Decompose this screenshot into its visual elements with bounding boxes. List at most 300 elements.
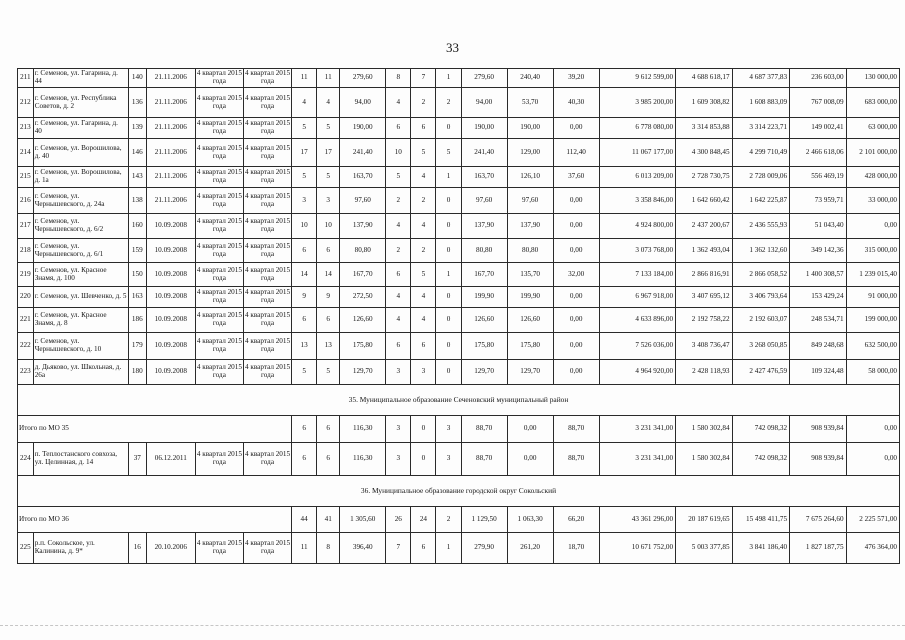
value-cell: 1 400 308,57 — [790, 263, 846, 287]
value-cell: 908 939,84 — [790, 443, 846, 476]
value-cell: 32,00 — [553, 263, 599, 287]
value-cell: 4 964 920,00 — [599, 360, 675, 385]
row-number: 214 — [18, 139, 34, 167]
section-title: 36. Муниципальное образование городской округ Сокольский — [18, 476, 900, 507]
table-row — [18, 188, 900, 214]
value-cell: 167,70 — [461, 263, 507, 287]
value-cell: 88,70 — [461, 416, 507, 443]
value-cell: 3 358 846,00 — [599, 188, 675, 214]
value-cell: 199,90 — [461, 287, 507, 308]
address-cell: г. Семенов, ул. Ворошилова, д. 40 — [33, 139, 128, 167]
value-cell: 63 000,00 — [846, 118, 899, 139]
date-cell: 06.12.2011 — [146, 443, 195, 476]
quarter-cell: 4 квартал 2015 года — [243, 139, 291, 167]
date-cell: 20.10.2006 — [146, 533, 195, 564]
date-cell: 21.11.2006 — [146, 118, 195, 139]
value-cell: 0 — [436, 287, 461, 308]
table-row — [18, 308, 900, 333]
value-cell: 5 — [411, 139, 436, 167]
section-header-row — [18, 385, 900, 416]
scan-edge — [0, 625, 905, 634]
table-row — [18, 443, 900, 476]
value-cell: 11 067 177,00 — [599, 139, 675, 167]
value-cell: 0,00 — [846, 416, 899, 443]
value-cell: 163,70 — [340, 167, 386, 188]
quarter-cell: 4 квартал 2015 года — [195, 333, 243, 360]
value-cell: 742 098,32 — [732, 443, 790, 476]
quarter-cell: 4 квартал 2015 года — [195, 88, 243, 118]
value-cell: 315 000,00 — [846, 239, 899, 263]
date-cell: 10.09.2008 — [146, 333, 195, 360]
value-cell: 5 — [317, 167, 340, 188]
housing-table — [17, 68, 900, 564]
address-cell: д. Дьяково, ул. Школьная, д. 26а — [33, 360, 128, 385]
value-cell: 91 000,00 — [846, 287, 899, 308]
address-cell: р.п. Сокольское, ул. Калинина, д. 9* — [33, 533, 128, 564]
value-cell: 88,70 — [461, 443, 507, 476]
value-cell: 3 314 223,71 — [732, 118, 790, 139]
code-cell: 143 — [128, 167, 146, 188]
row-number: 220 — [18, 287, 34, 308]
value-cell: 2 192 603,07 — [732, 308, 790, 333]
value-cell: 279,60 — [340, 69, 386, 88]
date-cell: 21.11.2006 — [146, 167, 195, 188]
quarter-cell: 4 квартал 2015 года — [243, 308, 291, 333]
value-cell: 5 — [436, 139, 461, 167]
value-cell: 2 428 118,93 — [676, 360, 732, 385]
value-cell: 80,80 — [461, 239, 507, 263]
value-cell: 58 000,00 — [846, 360, 899, 385]
value-cell: 41 — [317, 507, 340, 533]
value-cell: 97,60 — [461, 188, 507, 214]
value-cell: 2 728 009,06 — [732, 167, 790, 188]
value-cell: 0,00 — [507, 443, 553, 476]
value-cell: 20 187 619,65 — [676, 507, 732, 533]
address-cell: г. Семенов, ул. Чернышевского, д. 6/2 — [33, 214, 128, 239]
value-cell: 190,00 — [507, 118, 553, 139]
value-cell: 683 000,00 — [846, 88, 899, 118]
value-cell: 0,00 — [553, 308, 599, 333]
value-cell: 88,70 — [553, 443, 599, 476]
value-cell: 476 364,00 — [846, 533, 899, 564]
value-cell: 4 924 800,00 — [599, 214, 675, 239]
code-cell: 150 — [128, 263, 146, 287]
quarter-cell: 4 квартал 2015 года — [243, 333, 291, 360]
value-cell: 1 608 883,09 — [732, 88, 790, 118]
code-cell: 138 — [128, 188, 146, 214]
value-cell: 4 — [411, 214, 436, 239]
value-cell: 1 642 660,42 — [676, 188, 732, 214]
value-cell: 428 000,00 — [846, 167, 899, 188]
value-cell: 4 300 848,45 — [676, 139, 732, 167]
value-cell: 6 — [292, 239, 317, 263]
value-cell: 4 — [386, 308, 411, 333]
address-cell: г. Семенов, ул. Ворошилова, д. 1а — [33, 167, 128, 188]
value-cell: 0,00 — [553, 333, 599, 360]
value-cell: 6 — [317, 308, 340, 333]
value-cell: 742 098,32 — [732, 416, 790, 443]
value-cell: 5 — [292, 360, 317, 385]
quarter-cell: 4 квартал 2015 года — [195, 188, 243, 214]
value-cell: 279,90 — [461, 533, 507, 564]
row-number: 213 — [18, 118, 34, 139]
value-cell: 1 — [436, 533, 461, 564]
value-cell: 88,70 — [553, 416, 599, 443]
code-cell: 179 — [128, 333, 146, 360]
value-cell: 3 231 341,00 — [599, 443, 675, 476]
value-cell: 1 — [436, 69, 461, 88]
date-cell: 10.09.2008 — [146, 308, 195, 333]
row-number: 221 — [18, 308, 34, 333]
value-cell: 3 073 768,00 — [599, 239, 675, 263]
value-cell: 7 — [411, 69, 436, 88]
value-cell: 167,70 — [340, 263, 386, 287]
table-row — [18, 239, 900, 263]
value-cell: 3 231 341,00 — [599, 416, 675, 443]
value-cell: 5 — [386, 167, 411, 188]
value-cell: 94,00 — [461, 88, 507, 118]
value-cell: 849 248,68 — [790, 333, 846, 360]
value-cell: 33 000,00 — [846, 188, 899, 214]
value-cell: 1 642 225,87 — [732, 188, 790, 214]
date-cell: 10.09.2008 — [146, 263, 195, 287]
value-cell: 190,00 — [340, 118, 386, 139]
value-cell: 149 002,41 — [790, 118, 846, 139]
value-cell: 73 959,71 — [790, 188, 846, 214]
row-number: 216 — [18, 188, 34, 214]
quarter-cell: 4 квартал 2015 года — [243, 188, 291, 214]
row-number: 219 — [18, 263, 34, 287]
total-label: Итого по МО 35 — [18, 416, 292, 443]
value-cell: 3 — [436, 443, 461, 476]
date-cell: 10.09.2008 — [146, 239, 195, 263]
value-cell: 126,10 — [507, 167, 553, 188]
value-cell: 0 — [436, 239, 461, 263]
value-cell: 11 — [292, 533, 317, 564]
value-cell: 1 580 302,84 — [676, 443, 732, 476]
value-cell: 44 — [292, 507, 317, 533]
value-cell: 0 — [411, 443, 436, 476]
value-cell: 5 — [317, 118, 340, 139]
value-cell: 0,00 — [846, 214, 899, 239]
value-cell: 9 — [317, 287, 340, 308]
value-cell: 13 — [292, 333, 317, 360]
value-cell: 2 — [386, 239, 411, 263]
value-cell: 126,60 — [461, 308, 507, 333]
value-cell: 1 305,60 — [340, 507, 386, 533]
value-cell: 190,00 — [461, 118, 507, 139]
value-cell: 7 675 264,60 — [790, 507, 846, 533]
value-cell: 2 427 476,59 — [732, 360, 790, 385]
code-cell: 139 — [128, 118, 146, 139]
value-cell: 3 408 736,47 — [676, 333, 732, 360]
quarter-cell: 4 квартал 2015 года — [195, 360, 243, 385]
value-cell: 4 688 618,17 — [676, 69, 732, 88]
value-cell: 2 — [411, 88, 436, 118]
value-cell: 272,50 — [340, 287, 386, 308]
value-cell: 0,00 — [553, 287, 599, 308]
address-cell: п. Теплостанского совхоза, ул. Целинная, д. 14 — [33, 443, 128, 476]
quarter-cell: 4 квартал 2015 года — [195, 443, 243, 476]
value-cell: 40,30 — [553, 88, 599, 118]
value-cell: 10 — [317, 214, 340, 239]
value-cell: 51 043,40 — [790, 214, 846, 239]
value-cell: 2 437 200,67 — [676, 214, 732, 239]
quarter-cell: 4 квартал 2015 года — [195, 69, 243, 88]
value-cell: 3 — [411, 360, 436, 385]
address-cell: г. Семенов, ул. Гагарина, д. 40 — [33, 118, 128, 139]
total-row — [18, 416, 900, 443]
value-cell: 261,20 — [507, 533, 553, 564]
section-title: 35. Муниципальное образование Сеченовский муниципальный район — [18, 385, 900, 416]
code-cell: 160 — [128, 214, 146, 239]
value-cell: 37,60 — [553, 167, 599, 188]
value-cell: 3 — [386, 416, 411, 443]
value-cell: 632 500,00 — [846, 333, 899, 360]
value-cell: 1 063,30 — [507, 507, 553, 533]
total-label: Итого по МО 36 — [18, 507, 292, 533]
value-cell: 3 406 793,64 — [732, 287, 790, 308]
value-cell: 8 — [317, 533, 340, 564]
value-cell: 4 — [411, 308, 436, 333]
code-cell: 16 — [128, 533, 146, 564]
quarter-cell: 4 квартал 2015 года — [243, 360, 291, 385]
address-cell: г. Семенов, ул. Чернышевского, д. 6/1 — [33, 239, 128, 263]
value-cell: 0 — [436, 214, 461, 239]
code-cell: 163 — [128, 287, 146, 308]
row-number: 218 — [18, 239, 34, 263]
code-cell: 37 — [128, 443, 146, 476]
value-cell: 0,00 — [846, 443, 899, 476]
value-cell: 2 866 058,52 — [732, 263, 790, 287]
value-cell: 5 — [292, 118, 317, 139]
value-cell: 94,00 — [340, 88, 386, 118]
value-cell: 0,00 — [553, 360, 599, 385]
value-cell: 0 — [436, 118, 461, 139]
date-cell: 21.11.2006 — [146, 69, 195, 88]
value-cell: 0,00 — [553, 118, 599, 139]
address-cell: г. Семенов, ул. Гагарина, д. 44 — [33, 69, 128, 88]
value-cell: 15 498 411,75 — [732, 507, 790, 533]
value-cell: 6 — [317, 239, 340, 263]
value-cell: 3 — [436, 416, 461, 443]
quarter-cell: 4 квартал 2015 года — [243, 167, 291, 188]
quarter-cell: 4 квартал 2015 года — [243, 239, 291, 263]
value-cell: 1 — [436, 167, 461, 188]
date-cell: 10.09.2008 — [146, 287, 195, 308]
quarter-cell: 4 квартал 2015 года — [195, 214, 243, 239]
value-cell: 0,00 — [553, 188, 599, 214]
value-cell: 6 778 080,00 — [599, 118, 675, 139]
value-cell: 4 633 896,00 — [599, 308, 675, 333]
value-cell: 3 — [386, 360, 411, 385]
value-cell: 97,60 — [340, 188, 386, 214]
value-cell: 1 239 015,40 — [846, 263, 899, 287]
value-cell: 199 000,00 — [846, 308, 899, 333]
value-cell: 129,70 — [461, 360, 507, 385]
value-cell: 2 — [436, 88, 461, 118]
code-cell: 159 — [128, 239, 146, 263]
value-cell: 199,90 — [507, 287, 553, 308]
value-cell: 3 268 050,85 — [732, 333, 790, 360]
code-cell: 140 — [128, 69, 146, 88]
quarter-cell: 4 квартал 2015 года — [195, 287, 243, 308]
value-cell: 556 469,19 — [790, 167, 846, 188]
address-cell: г. Семенов, ул. Красное Знамя, д. 8 — [33, 308, 128, 333]
value-cell: 10 671 752,00 — [599, 533, 675, 564]
table-row — [18, 263, 900, 287]
value-cell: 9 612 599,00 — [599, 69, 675, 88]
value-cell: 10 — [386, 139, 411, 167]
value-cell: 241,40 — [461, 139, 507, 167]
address-cell: г. Семенов, ул. Чернышевского, д. 24а — [33, 188, 128, 214]
table-row — [18, 118, 900, 139]
table-row — [18, 333, 900, 360]
value-cell: 4 — [411, 167, 436, 188]
value-cell: 4 — [411, 287, 436, 308]
quarter-cell: 4 квартал 2015 года — [243, 69, 291, 88]
value-cell: 2 101 000,00 — [846, 139, 899, 167]
value-cell: 2 — [436, 507, 461, 533]
table-row — [18, 139, 900, 167]
value-cell: 7 — [386, 533, 411, 564]
value-cell: 0 — [436, 333, 461, 360]
value-cell: 112,40 — [553, 139, 599, 167]
value-cell: 6 — [386, 118, 411, 139]
row-number: 212 — [18, 88, 34, 118]
quarter-cell: 4 квартал 2015 года — [195, 308, 243, 333]
quarter-cell: 4 квартал 2015 года — [243, 118, 291, 139]
total-row — [18, 507, 900, 533]
value-cell: 4 — [317, 88, 340, 118]
value-cell: 3 — [386, 443, 411, 476]
value-cell: 126,60 — [507, 308, 553, 333]
row-number: 217 — [18, 214, 34, 239]
value-cell: 129,70 — [340, 360, 386, 385]
code-cell: 186 — [128, 308, 146, 333]
value-cell: 17 — [317, 139, 340, 167]
value-cell: 1 — [436, 263, 461, 287]
address-cell: г. Семенов, ул. Чернышевского, д. 10 — [33, 333, 128, 360]
value-cell: 2 466 618,06 — [790, 139, 846, 167]
value-cell: 240,40 — [507, 69, 553, 88]
table-row — [18, 214, 900, 239]
row-number: 222 — [18, 333, 34, 360]
value-cell: 163,70 — [461, 167, 507, 188]
value-cell: 279,60 — [461, 69, 507, 88]
value-cell: 80,80 — [507, 239, 553, 263]
value-cell: 2 866 816,91 — [676, 263, 732, 287]
value-cell: 0,00 — [553, 239, 599, 263]
value-cell: 53,70 — [507, 88, 553, 118]
value-cell: 396,40 — [340, 533, 386, 564]
value-cell: 7 133 184,00 — [599, 263, 675, 287]
value-cell: 5 — [317, 360, 340, 385]
page-number: 33 — [446, 40, 459, 55]
table-row — [18, 360, 900, 385]
value-cell: 80,80 — [340, 239, 386, 263]
value-cell: 24 — [411, 507, 436, 533]
value-cell: 0 — [436, 360, 461, 385]
value-cell: 6 — [317, 416, 340, 443]
value-cell: 6 — [317, 443, 340, 476]
value-cell: 135,70 — [507, 263, 553, 287]
value-cell: 129,00 — [507, 139, 553, 167]
row-number: 211 — [18, 69, 34, 88]
quarter-cell: 4 квартал 2015 года — [195, 139, 243, 167]
value-cell: 14 — [292, 263, 317, 287]
value-cell: 767 008,09 — [790, 88, 846, 118]
address-cell: г. Семенов, ул. Шевченко, д. 5 — [33, 287, 128, 308]
section-header-row — [18, 476, 900, 507]
address-cell: г. Семенов, ул. Красное Знамя, д. 100 — [33, 263, 128, 287]
value-cell: 3 985 200,00 — [599, 88, 675, 118]
value-cell: 116,30 — [340, 443, 386, 476]
value-cell: 6 — [411, 333, 436, 360]
value-cell: 2 — [411, 239, 436, 263]
value-cell: 1 827 187,75 — [790, 533, 846, 564]
value-cell: 9 — [292, 287, 317, 308]
value-cell: 2 225 571,00 — [846, 507, 899, 533]
date-cell: 21.11.2006 — [146, 188, 195, 214]
value-cell: 5 — [411, 263, 436, 287]
value-cell: 6 — [292, 416, 317, 443]
value-cell: 0 — [411, 416, 436, 443]
value-cell: 2 436 555,93 — [732, 214, 790, 239]
value-cell: 175,80 — [507, 333, 553, 360]
value-cell: 116,30 — [340, 416, 386, 443]
value-cell: 6 — [292, 308, 317, 333]
date-cell: 21.11.2006 — [146, 139, 195, 167]
code-cell: 146 — [128, 139, 146, 167]
value-cell: 6 — [411, 118, 436, 139]
row-number: 215 — [18, 167, 34, 188]
value-cell: 18,70 — [553, 533, 599, 564]
value-cell: 126,60 — [340, 308, 386, 333]
address-cell: г. Семенов, ул. Республика Советов, д. 2 — [33, 88, 128, 118]
value-cell: 4 — [292, 88, 317, 118]
value-cell: 3 — [292, 188, 317, 214]
value-cell: 236 603,00 — [790, 69, 846, 88]
value-cell: 97,60 — [507, 188, 553, 214]
value-cell: 109 324,48 — [790, 360, 846, 385]
row-number: 224 — [18, 443, 34, 476]
value-cell: 908 939,84 — [790, 416, 846, 443]
value-cell: 5 — [292, 167, 317, 188]
value-cell: 14 — [317, 263, 340, 287]
value-cell: 3 — [317, 188, 340, 214]
value-cell: 137,90 — [461, 214, 507, 239]
value-cell: 39,20 — [553, 69, 599, 88]
quarter-cell: 4 квартал 2015 года — [195, 167, 243, 188]
value-cell: 6 013 209,00 — [599, 167, 675, 188]
value-cell: 1 609 308,82 — [676, 88, 732, 118]
value-cell: 0 — [436, 188, 461, 214]
value-cell: 6 — [411, 533, 436, 564]
value-cell: 4 — [386, 214, 411, 239]
table-row — [18, 287, 900, 308]
value-cell: 6 — [386, 263, 411, 287]
table-row — [18, 88, 900, 118]
quarter-cell: 4 квартал 2015 года — [195, 263, 243, 287]
value-cell: 26 — [386, 507, 411, 533]
value-cell: 4 687 377,83 — [732, 69, 790, 88]
value-cell: 5 003 377,85 — [676, 533, 732, 564]
value-cell: 43 361 296,00 — [599, 507, 675, 533]
value-cell: 1 362 132,60 — [732, 239, 790, 263]
quarter-cell: 4 квартал 2015 года — [195, 118, 243, 139]
date-cell: 10.09.2008 — [146, 214, 195, 239]
